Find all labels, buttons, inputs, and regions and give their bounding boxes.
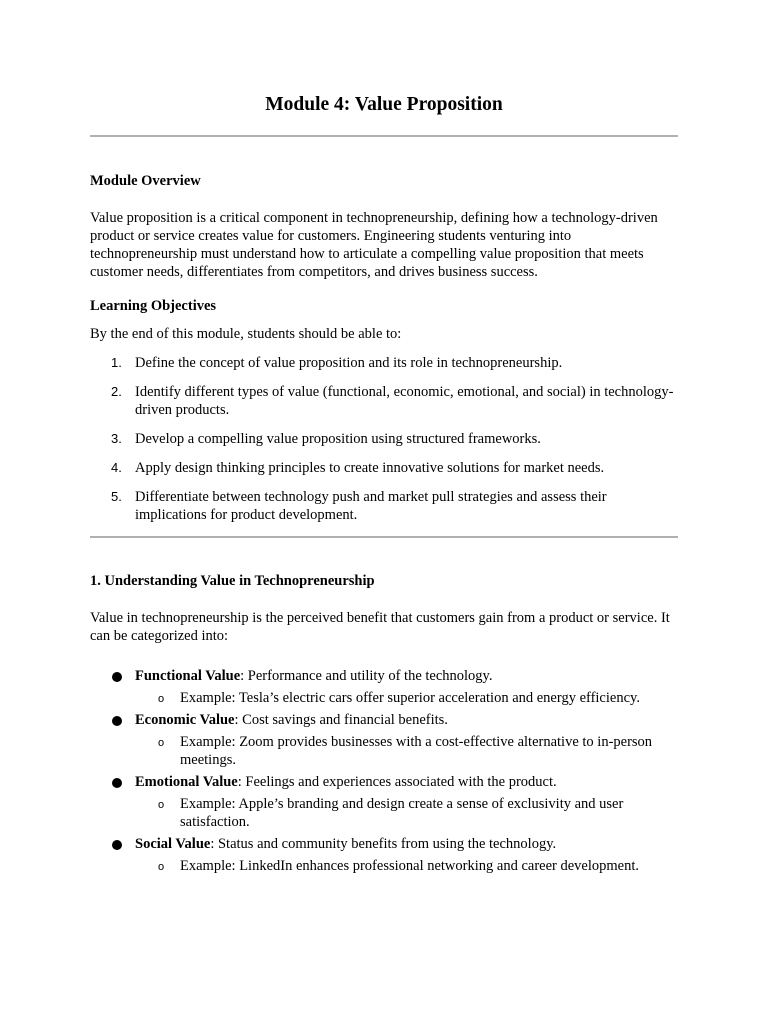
objectives-heading: Learning Objectives — [90, 298, 217, 314]
objective-number: 3. — [111, 431, 122, 446]
value-type-item — [90, 773, 678, 831]
section1-heading: 1. Understanding Value in Technopreneurship — [90, 573, 375, 589]
value-type-item — [90, 711, 678, 769]
example-item — [135, 795, 678, 831]
divider — [90, 135, 678, 137]
bullet-dot-icon — [112, 778, 122, 788]
objective-item — [90, 430, 678, 448]
objectives-intro: By the end of this module, students should be able to: — [90, 326, 402, 342]
objective-number: 5. — [111, 489, 122, 504]
objective-item — [90, 383, 678, 419]
objective-item — [90, 459, 678, 477]
value-type-desc: : Feelings and experiences associated with the product. — [237, 774, 557, 790]
objective-item — [90, 488, 678, 524]
value-type-desc: : Performance and utility of the technology. — [240, 668, 493, 684]
example-text: Example: Zoom provides businesses with a cost-effective alternative to in-person meetings. — [180, 734, 653, 768]
value-type-item — [90, 835, 678, 875]
value-type-label: Emotional Value — [135, 774, 238, 790]
value-type-label: Functional Value — [135, 668, 241, 684]
objective-number: 2. — [111, 384, 122, 399]
objective-text: Differentiate between technology push and market pull strategies and assess their implications for product development. — [135, 489, 607, 523]
circle-bullet-icon: o — [158, 693, 165, 705]
bullet-dot-icon — [112, 716, 122, 726]
circle-bullet-icon: o — [158, 737, 165, 749]
value-type-label: Social Value — [135, 836, 211, 852]
objective-number: 4. — [111, 460, 122, 475]
bullet-dot-icon — [112, 840, 122, 850]
example-item — [135, 857, 678, 875]
objective-text: Identify different types of value (functional, economic, emotional, and social) in technology-driven products. — [135, 384, 674, 418]
objective-text: Develop a compelling value proposition using structured frameworks. — [135, 431, 541, 447]
example-text: Example: Apple’s branding and design create a sense of exclusivity and user satisfaction. — [180, 796, 624, 830]
value-type-desc: : Cost savings and financial benefits. — [234, 712, 448, 728]
circle-bullet-icon: o — [158, 799, 165, 811]
page-title: Module 4: Value Proposition — [265, 94, 503, 115]
example-item — [135, 689, 678, 707]
value-type-desc: : Status and community benefits from using the technology. — [210, 836, 557, 852]
value-type-item — [90, 667, 678, 707]
divider — [90, 536, 678, 538]
example-text: Example: Tesla’s electric cars offer superior acceleration and energy efficiency. — [180, 690, 640, 706]
objective-number: 1. — [111, 355, 122, 370]
bullet-dot-icon — [112, 672, 122, 682]
value-type-label: Economic Value — [135, 712, 235, 728]
objective-text: Define the concept of value proposition and its role in technopreneurship. — [135, 355, 563, 371]
example-item — [135, 733, 678, 769]
circle-bullet-icon: o — [158, 861, 165, 873]
objective-text: Apply design thinking principles to create innovative solutions for market needs. — [135, 460, 605, 476]
value-types-list — [90, 667, 678, 879]
section1-intro: Value in technopreneurship is the perceived benefit that customers gain from a product or service. It can be categorized into: — [90, 610, 670, 644]
objectives-list — [90, 354, 678, 535]
overview-text: Value proposition is a critical component in technopreneurship, defining how a technology-driven product or service creates value for customers. Engineering students venturing into technopreneurship must understand how to articulate a compelling value proposition that meets customer needs, differentiates from competitors, and drives business success. — [90, 210, 658, 280]
objective-item — [90, 354, 678, 372]
example-text: Example: LinkedIn enhances professional networking and career development. — [180, 858, 639, 874]
overview-heading: Module Overview — [90, 173, 201, 189]
